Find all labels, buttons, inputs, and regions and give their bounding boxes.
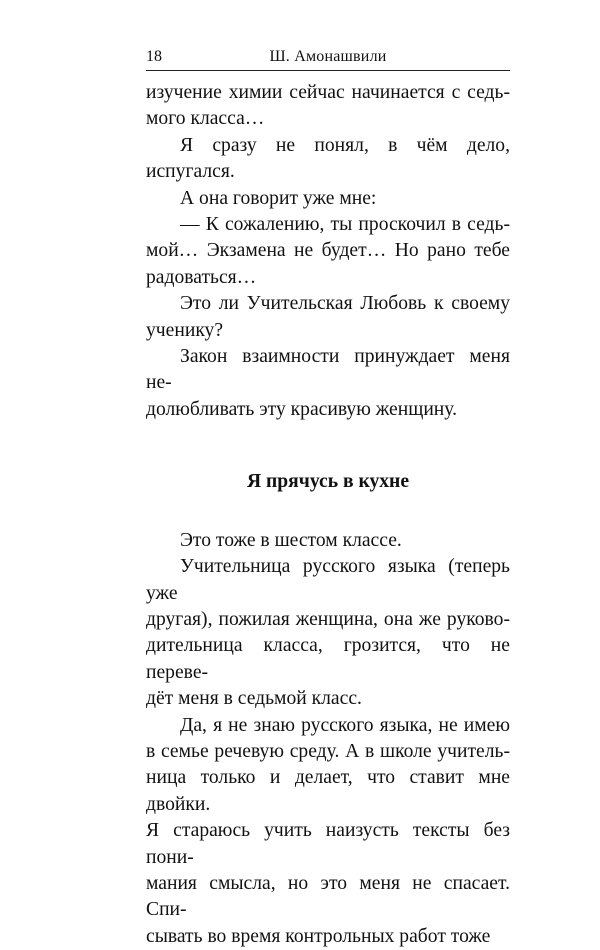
paragraph: [146, 291, 510, 344]
text-line: ученику?: [146, 319, 224, 341]
text-block-bottom: [146, 528, 510, 950]
paragraph: [146, 133, 510, 186]
text-line: Закон взаимности принуждает меня не-: [146, 346, 510, 394]
paragraph: [146, 186, 510, 212]
paragraph: [146, 554, 510, 712]
paragraph: [146, 528, 510, 554]
text-line: Это тоже в шестом классе.: [180, 529, 402, 551]
text-line: долюбливать эту красивую женщину.: [146, 398, 458, 420]
text-line: мого класса…: [146, 108, 265, 130]
text-line: в семье речевую среду. А в школе учитель-: [146, 740, 510, 762]
body-text: [146, 80, 510, 950]
text-line: ница только и делает, что ставит мне двойки.: [146, 767, 510, 815]
paragraph: [146, 344, 510, 423]
text-line: Я сразу не понял, в чём дело, испугался.: [146, 134, 510, 183]
text-line: Я стараюсь учить наизусть тексты без пони-: [146, 820, 510, 868]
page-header: [146, 48, 510, 71]
text-line: мания смысла, но это меня не спасает. Спи-: [146, 872, 510, 921]
paragraph: [146, 713, 510, 950]
text-block-top: [146, 80, 510, 423]
paragraph: [146, 80, 510, 133]
text-line: Да, я не знаю русского языка, не имею: [180, 714, 510, 736]
text-line: — К сожалению, ты проскочил в седь-: [180, 214, 510, 236]
page-number: 18: [146, 48, 162, 65]
text-line: Это ли Учительская Любовь к своему: [180, 293, 510, 315]
text-line: дительница класса, грозится, что не переве-: [146, 635, 510, 683]
text-line: сывать во время контрольных работ тоже: [146, 925, 491, 947]
running-title: Ш. Амонашвили: [269, 48, 387, 65]
text-line: другая), пожилая женщина, она же руково-: [146, 608, 510, 630]
text-line: радоваться…: [146, 266, 257, 288]
section-heading: Я прячусь в кухне: [246, 471, 410, 493]
text-line: мой… Экзамена не будет… Но рано тебе: [146, 240, 510, 262]
text-line: изучение химии сейчас начинается с седь-: [146, 82, 510, 103]
paragraph: [146, 212, 510, 291]
text-line: А она говорит уже мне:: [180, 187, 377, 209]
text-line: Учительница русского языка (теперь уже: [146, 556, 510, 604]
text-line: дёт меня в седьмой класс.: [146, 688, 362, 710]
